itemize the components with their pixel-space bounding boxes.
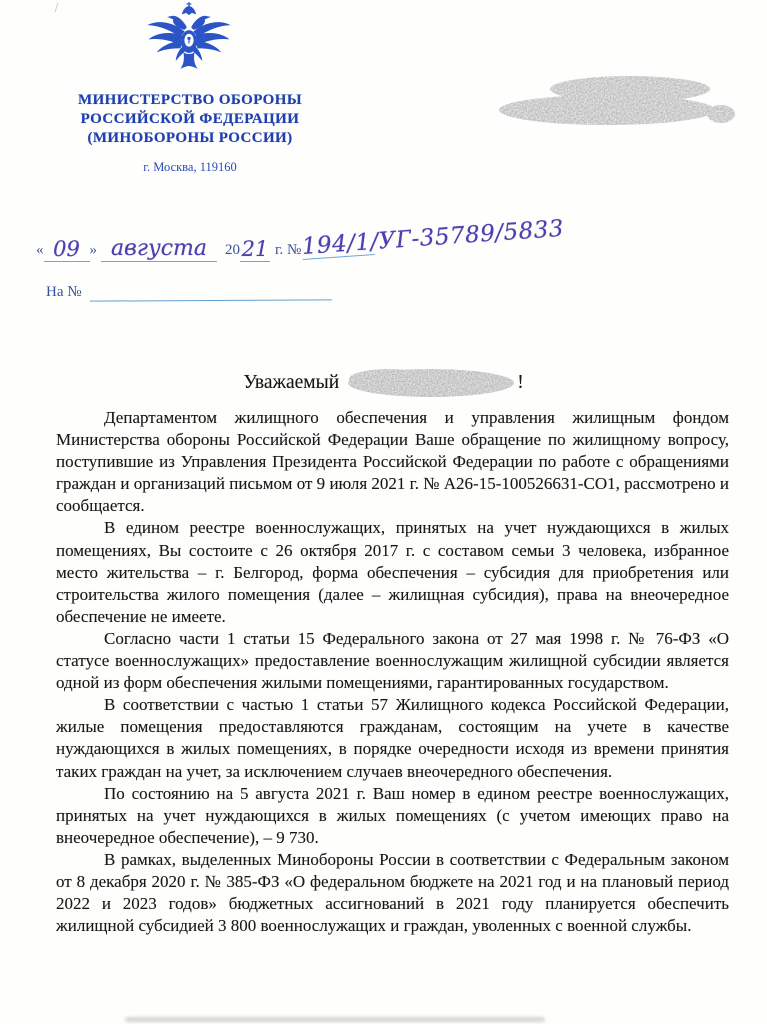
ministry-name-line-2: РОССИЙСКОЙ ФЕДЕРАЦИИ: [80, 111, 300, 127]
in-reply-blank-line: [90, 286, 332, 301]
reference-line: [36, 215, 566, 262]
ministry-address: г. Москва, 119160: [143, 160, 237, 174]
redacted-name-block: [347, 367, 515, 399]
ministry-name-line-3: (МИНОБОРОНЫ РОССИИ): [87, 130, 293, 146]
salutation-exclamation: !: [517, 372, 524, 393]
handwritten-year: 21: [241, 237, 269, 261]
scan-artifact: [55, 3, 63, 12]
body-paragraph-3: Согласно части 1 статьи 15 Федерального закона от 27 мая 1998 г. № 76-ФЗ «О статусе военнослужащих» предоставление военнослужащим жилищной субсидии является одной из форм обеспечения жилыми помещениями, гарантированных государством.: [56, 628, 729, 693]
double-headed-eagle-icon: [146, 2, 232, 74]
ministry-name: [38, 91, 342, 148]
ministry-name-line-1: МИНИСТЕРСТВО ОБОРОНЫ: [78, 92, 302, 108]
body-paragraph-1: Департаментом жилищного обеспечения и управления жилищным фондом Министерства обороны Российской Федерации Ваше обращение по жилищному вопросу, поступившие из Управления Президента Российской Федерации по работе с обращениями граждан и организаций письмом от 9 июля 2021 г. № А26-15-100526631-СО1, рассмотрено и сообщается.: [56, 408, 729, 516]
body-paragraph-4: В соответствии с частью 1 статьи 57 Жилищного кодекса Российской Федерации, жилые помещения предоставляются гражданам, состоящим на учете в качестве нуждающихся в жилых помещениях, в порядке очередности исходя из времени принятия таких граждан на учет, за исключением случаев внеочередного обеспечения.: [56, 695, 729, 781]
body-paragraph-2: В едином реестре военнослужащих, принятых на учет нуждающихся в жилых помещениях, Вы состоите с 26 октября 2017 г. с составом семьи 3 человека, избранное место жительства – г. Белгород, форма обеспечения – субсидия для приобретения или строительства жилого помещения (далее – жилищная субсидия), права на внеочередное обеспечение не имеете.: [56, 518, 729, 626]
redacted-recipient-block: [495, 71, 737, 139]
salutation-prefix: Уважаемый: [243, 372, 340, 393]
handwritten-month: августа: [101, 238, 217, 262]
letter-body: [56, 407, 729, 937]
salutation: [0, 367, 767, 399]
year-suffix-number-label: г. №: [275, 242, 302, 258]
handwritten-outgoing-number: 194/1/УГ-35789/5833: [301, 215, 566, 261]
scan-artifact-cutoff-line: [125, 1017, 545, 1022]
body-paragraph-5: По состоянию на 5 августа 2021 г. Ваш номер в едином реестре военнослужащих, принятых на учет нуждающихся в жилых помещениях (с учетом имеющих право на внеочередное обеспечение), – 9 730.: [56, 783, 729, 847]
close-quote: »: [89, 242, 97, 258]
year-prefix: 20: [225, 242, 240, 258]
in-reply-label: На №: [46, 284, 82, 300]
handwritten-day: 09: [44, 239, 90, 262]
in-reply-line: [46, 281, 332, 301]
open-quote: «: [36, 242, 44, 258]
body-paragraph-6: В рамках, выделенных Минобороны России в соответствии с Федеральным законом от 8 декабря 2020 г. № 385-ФЗ «О федеральном бюджете на 2021 год и на плановый период 2022 и 2023 годов» бюджетных ассигнований в 2021 году планируется обеспечить жилищной субсидией 3 800 военнослужащих и граждан, уволенных с военной службы.: [56, 849, 729, 936]
